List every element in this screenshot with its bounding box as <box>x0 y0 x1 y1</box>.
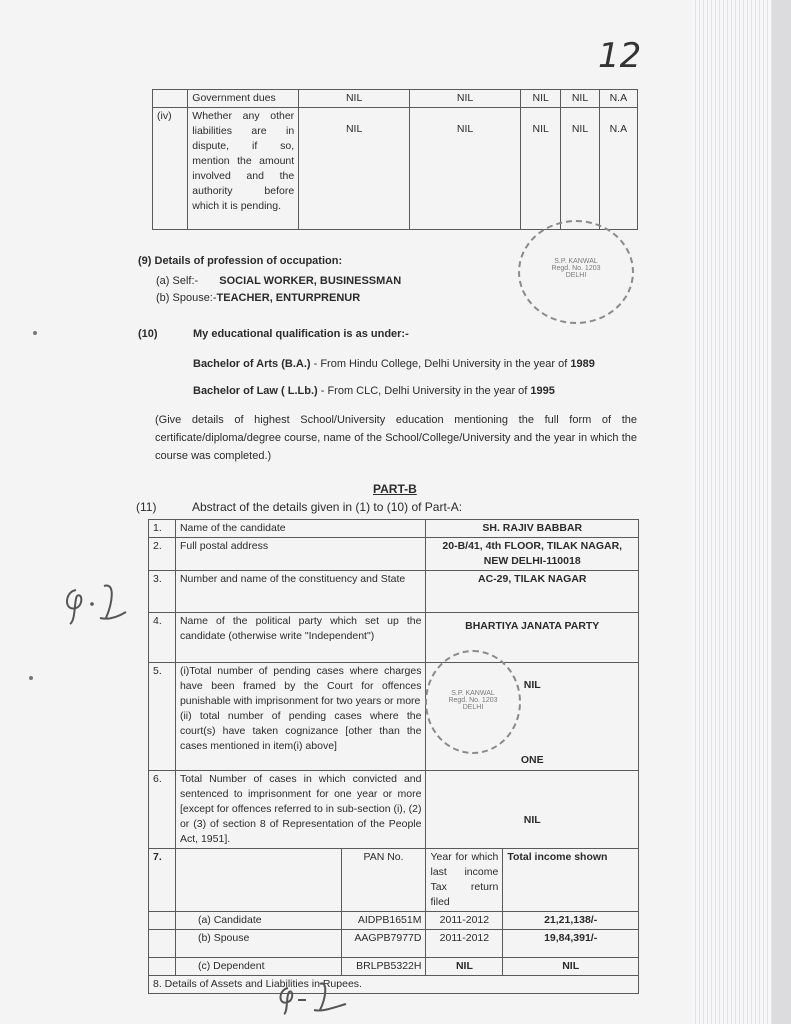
table-cell <box>175 849 341 912</box>
pan-number: BRLPB5322H <box>341 958 426 976</box>
table-cell <box>149 930 176 958</box>
signature-bottom <box>276 978 366 1018</box>
section-11-heading: Abstract of the details given in (1) to (10) of Part-A: <box>192 500 463 514</box>
ba-qualification <box>193 357 595 372</box>
llb-text: - From CLC, Delhi University in the year of <box>317 385 531 397</box>
table-cell <box>149 912 176 930</box>
section-11-number: (11) <box>136 500 157 514</box>
row-value: AC-29, TILAK NAGAR <box>426 571 639 613</box>
table-cell: NIL <box>561 90 599 108</box>
row-label: Full postal address <box>175 538 426 571</box>
row-value: BHARTIYA JANATA PARTY <box>426 613 639 663</box>
row-label: Name of the political party which set up the candidate (otherwise write "Independent") <box>175 613 426 663</box>
table-row <box>149 520 639 538</box>
income-who: (c) Dependent <box>175 958 341 976</box>
llb-label: Bachelor of Law ( L.Lb.) <box>193 385 318 397</box>
assets-liabilities-row: 8. Details of Assets and Liabilities in Rupees. <box>149 976 639 994</box>
row-label: Government dues <box>188 90 299 108</box>
row-value: 20-B/41, 4th FLOOR, TILAK NAGAR, NEW DELHI-110018 <box>426 538 639 571</box>
row-number: 5. <box>149 663 176 771</box>
table-cell: NIL <box>521 108 561 230</box>
income-who: (b) Spouse <box>175 930 341 958</box>
section-10-heading: My educational qualification is as under:- <box>193 328 409 340</box>
row-number: 4. <box>149 613 176 663</box>
pan-number: AAGPB7977D <box>341 930 426 958</box>
total-income-header: Total income shown <box>503 849 639 912</box>
ba-text: - From Hindu College, Delhi University in the year of <box>310 358 571 370</box>
spouse-value: TEACHER, ENTURPRENUR <box>216 292 361 304</box>
table-row <box>149 849 639 912</box>
notary-stamp: S.P. KANWAL Regd. No. 1203 DELHI <box>425 650 521 754</box>
scan-border <box>772 0 791 1024</box>
education-note: (Give details of highest School/University education mentioning the full form of the certificate/diploma/degree course, name of the School/College/University and the year in which the course was completed.) <box>155 414 637 462</box>
row-value: SH. RAJIV BABBAR <box>426 520 639 538</box>
table-row <box>153 108 638 230</box>
notary-stamp: S.P. KANWAL Regd. No. 1203 DELHI <box>518 220 634 324</box>
table-row <box>149 771 639 849</box>
table-cell <box>149 958 176 976</box>
return-year: 2011-2012 <box>426 930 503 958</box>
row-label-a: (i)Total number of pending cases where charges have been framed by the Court for offences punishable with imprisonment for two years or more <box>179 665 422 707</box>
self-label: (a) Self:- <box>156 275 199 287</box>
row-label: Number and name of the constituency and State <box>175 571 426 613</box>
page-number: 12 <box>598 36 642 76</box>
row-label-b: (ii) total number of pending cases where the court(s) have taken cognizance [other than the cases mentioned in item(i) above] <box>179 710 422 752</box>
row-number: (iv) <box>153 108 188 230</box>
table-cell: N.A <box>599 108 637 230</box>
llb-qualification <box>193 384 555 399</box>
income-total: 19,84,391/- <box>503 930 639 958</box>
part-b-title: PART-B <box>373 482 417 496</box>
income-total: NIL <box>503 958 639 976</box>
return-year: 2011-2012 <box>426 912 503 930</box>
row-number: 1. <box>149 520 176 538</box>
table-cell: N.A <box>599 90 637 108</box>
table-row <box>149 958 639 976</box>
table-row <box>149 912 639 930</box>
row-number: 6. <box>149 771 176 849</box>
table-row <box>149 663 639 771</box>
table-cell: NIL <box>299 108 410 230</box>
row-number: 7. <box>149 849 176 912</box>
signature-left <box>60 578 140 628</box>
row-number: 2. <box>149 538 176 571</box>
return-year: NIL <box>426 958 503 976</box>
table-row <box>149 538 639 571</box>
pan-number: AIDPB1651M <box>341 912 426 930</box>
table-cell: NIL <box>410 90 521 108</box>
table-row <box>149 930 639 958</box>
section-10-number: (10) <box>138 328 158 340</box>
table-row <box>149 976 639 994</box>
table-row <box>153 90 638 108</box>
row-label: Name of the candidate <box>175 520 426 538</box>
self-value: SOCIAL WORKER, BUSINESSMAN <box>219 275 402 287</box>
row-number: 3. <box>149 571 176 613</box>
row-value-b: ONE <box>520 754 544 766</box>
row-label <box>175 663 426 771</box>
row-value-a: NIL <box>523 679 541 691</box>
table-cell: NIL <box>299 90 410 108</box>
llb-year: 1995 <box>530 385 555 397</box>
paper-stack-edge <box>692 0 772 1024</box>
ba-label: Bachelor of Arts (B.A.) <box>193 358 311 370</box>
year-header: Year for which last income Tax return filed <box>426 849 503 912</box>
section-9-heading: (9) Details of profession of occupation: <box>138 255 343 267</box>
income-who: (a) Candidate <box>175 912 341 930</box>
table-cell: NIL <box>521 90 561 108</box>
income-total: 21,21,138/- <box>503 912 639 930</box>
self-profession <box>156 274 401 289</box>
spouse-label: (b) Spouse:- <box>156 292 217 304</box>
row-value: NIL <box>426 771 639 849</box>
table-cell: NIL <box>561 108 599 230</box>
ba-year: 1989 <box>570 358 595 370</box>
table-cell: NIL <box>410 108 521 230</box>
liabilities-table <box>152 89 638 230</box>
spouse-profession <box>156 291 360 306</box>
margin-mark <box>29 676 33 680</box>
abstract-table <box>148 519 639 994</box>
margin-mark <box>33 331 37 335</box>
table-row <box>149 571 639 613</box>
row-label: Total Number of cases in which convicted and sentenced to imprisonment for one year or more [except for offences referred to in sub-section (i), (2) or (3) of section 8 of Representation of the People Act, 1951]. <box>175 771 426 849</box>
table-cell <box>153 90 188 108</box>
row-label: Whether any other liabilities are in dispute, if so, mention the amount involved and the authority before which it is pending. <box>188 108 299 230</box>
pan-header: PAN No. <box>341 849 426 912</box>
table-row <box>149 613 639 663</box>
